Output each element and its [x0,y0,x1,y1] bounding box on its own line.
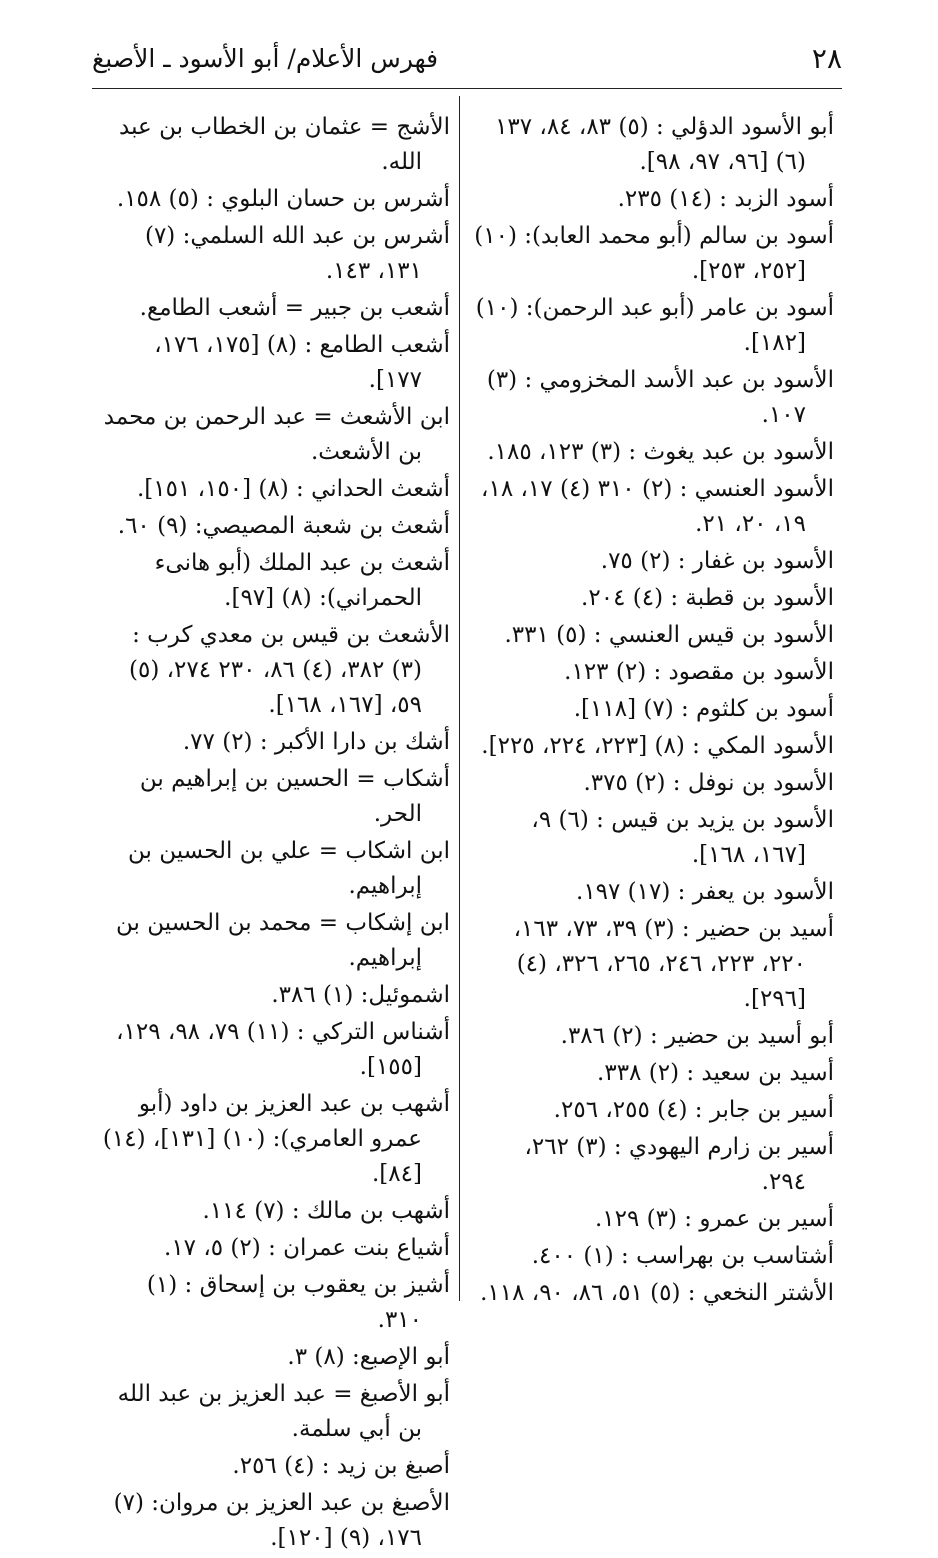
index-entry: أشعب بن جبير = أشعب الطامع. [139,295,450,321]
index-entry: أبو الأسود الدؤلي : (٥) ٨٣، ٨٤، ١٣٧ (٦) [٩٦، ٩٧، ٩٨]. [495,114,834,175]
index-entry: الأشتر النخعي : (٥) ٥١، ٨٦، ٩٠، ١١٨. [480,1280,834,1306]
index-entry: الأسود بن يعفر : (١٧) ١٩٧. [576,879,834,905]
page-header [92,36,842,84]
page-number: ٢٨ [811,42,842,75]
index-entry: أشرس بن عبد الله السلمي: (٧) ١٣١، ١٤٣. [144,223,450,284]
index-entry: أسير بن جابر : (٤) ٢٥٥، ٢٥٦. [553,1097,834,1123]
index-entry: ابن اشكاب = علي بن الحسين بن إبراهيم. [128,838,450,899]
index-entry: الأسود بن قيس العنسي : (٥) ٣٣١. [504,622,834,648]
index-entry: أشعث بن شعبة المصيصي: (٩) ٦٠. [117,513,450,539]
index-entry: اشموئيل: (١) ٣٨٦. [271,982,450,1008]
header-rule [92,88,842,89]
index-entry: الأشعث بن قيس بن معدي كرب : (٣) ٣٨٢، (٤) ٨٦، ٢٣٠ ٢٧٤، (٥) ٥٩، [١٦٧، ١٦٨]. [128,622,450,718]
index-entry: أشتاسب بن بهراسب : (١) ٤٠٠. [531,1243,834,1269]
index-entry: أشناس التركي : (١١) ٧٩، ٩٨، ١٢٩، [١٥٥]. [116,1019,450,1080]
index-entry: ابن إشكاب = محمد بن الحسين بن إبراهيم. [115,910,450,971]
index-entry: أسود بن كلثوم : (٧) [١١٨]. [573,696,834,722]
index-entry: أشيز بن يعقوب بن إسحاق : (١) ٣١٠. [146,1272,450,1333]
index-entry: الأسود العنسي : (٢) ٣١٠ (٤) ١٧، ١٨، ١٩، ٢٠، ٢١. [481,476,834,537]
index-entry: أسيد بن سعيد : (٢) ٣٣٨. [597,1060,834,1086]
index-entry: الأسود المكي : (٨) [٢٢٣، ٢٢٤، ٢٢٥]. [481,733,834,759]
index-entry: أصبغ بن زيد : (٤) ٢٥٦. [232,1453,450,1479]
index-entry: الأسود بن غفار : (٢) ٧٥. [600,548,834,574]
index-entry: أبو الإصبع: (٨) ٣. [287,1344,450,1370]
index-entry: أشعث بن عبد الملك (أبو هانىء الحمراني): (٨) [٩٧]. [154,550,450,611]
index-entry: أسود بن سالم (أبو محمد العابد): (١٠) [٢٥٢، ٢٥٣]. [474,223,834,284]
index-entry: أشهب بن عبد العزيز بن داود (أبو عمرو العامري): (١٠) [١٣١]، (١٤) [٨٤]. [102,1091,450,1187]
index-entry: ابن الأشعث = عبد الرحمن بن محمد بن الأشعث. [103,404,450,465]
index-entry: أشعب الطامع : (٨) [١٧٥، ١٧٦، ١٧٧]. [154,332,450,393]
index-entry: أسود بن عامر (أبو عبد الرحمن): (١٠) [١٨٢]. [475,295,834,356]
column-divider [459,96,460,1301]
index-entry: أشياع بنت عمران : (٢) ٥، ١٧. [164,1235,450,1261]
index-entry: الأشج = عثمان بن الخطاب بن عبد الله. [119,114,450,175]
index-entry: أبو الأصبغ = عبد العزيز بن عبد الله بن أبي سلمة. [117,1381,450,1442]
index-entry: أشهب بن مالك : (٧) ١١٤. [202,1198,450,1224]
index-column-left [96,110,450,1558]
index-column-right [474,110,834,1313]
index-entry: أبو أسيد بن حضير : (٢) ٣٨٦. [560,1023,834,1049]
index-entry: أشكاب = الحسين بن إبراهيم بن الحر. [139,766,450,827]
index-entry: أشعث الحداني : (٨) [١٥٠، ١٥١]. [136,476,450,502]
index-entry: الأسود بن يزيد بن قيس : (٦) ٩، [١٦٧، ١٦٨]. [531,807,834,868]
index-entry: أشرس بن حسان البلوي : (٥) ١٥٨. [116,186,450,212]
index-entry: الأسود بن نوفل : (٢) ٣٧٥. [583,770,834,796]
running-title: فهرس الأعلام/ أبو الأسود ـ الأصبغ [92,44,439,73]
index-entry: أسير بن زارم اليهودي : (٣) ٢٦٢، ٢٩٤. [524,1134,834,1195]
index-entry: أسير بن عمرو : (٣) ١٢٩. [594,1206,834,1232]
index-entry: الأصبغ بن عبد العزيز بن مروان: (٧) ١٧٦، (٩) [١٢٠]. [113,1490,450,1551]
index-entry: الأسود بن مقصود : (٢) ١٢٣. [564,659,834,685]
index-entry: الأسود بن قطبة : (٤) ٢٠٤. [581,585,834,611]
index-entry: أسيد بن حضير : (٣) ٣٩، ٧٣، ١٦٣، ٢٢٠، ٢٢٣، ٢٤٦، ٢٦٥، ٣٢٦، (٤) [٢٩٦]. [513,916,834,1012]
index-entry: الأسود بن عبد يغوث : (٣) ١٢٣، ١٨٥. [487,439,834,465]
index-entry: أسود الزبد : (١٤) ٢٣٥. [617,186,834,212]
index-entry: أشك بن دارا الأكبر : (٢) ٧٧. [182,729,450,755]
index-entry: الأسود بن عبد الأسد المخزومي : (٣) ١٠٧. [486,367,834,428]
